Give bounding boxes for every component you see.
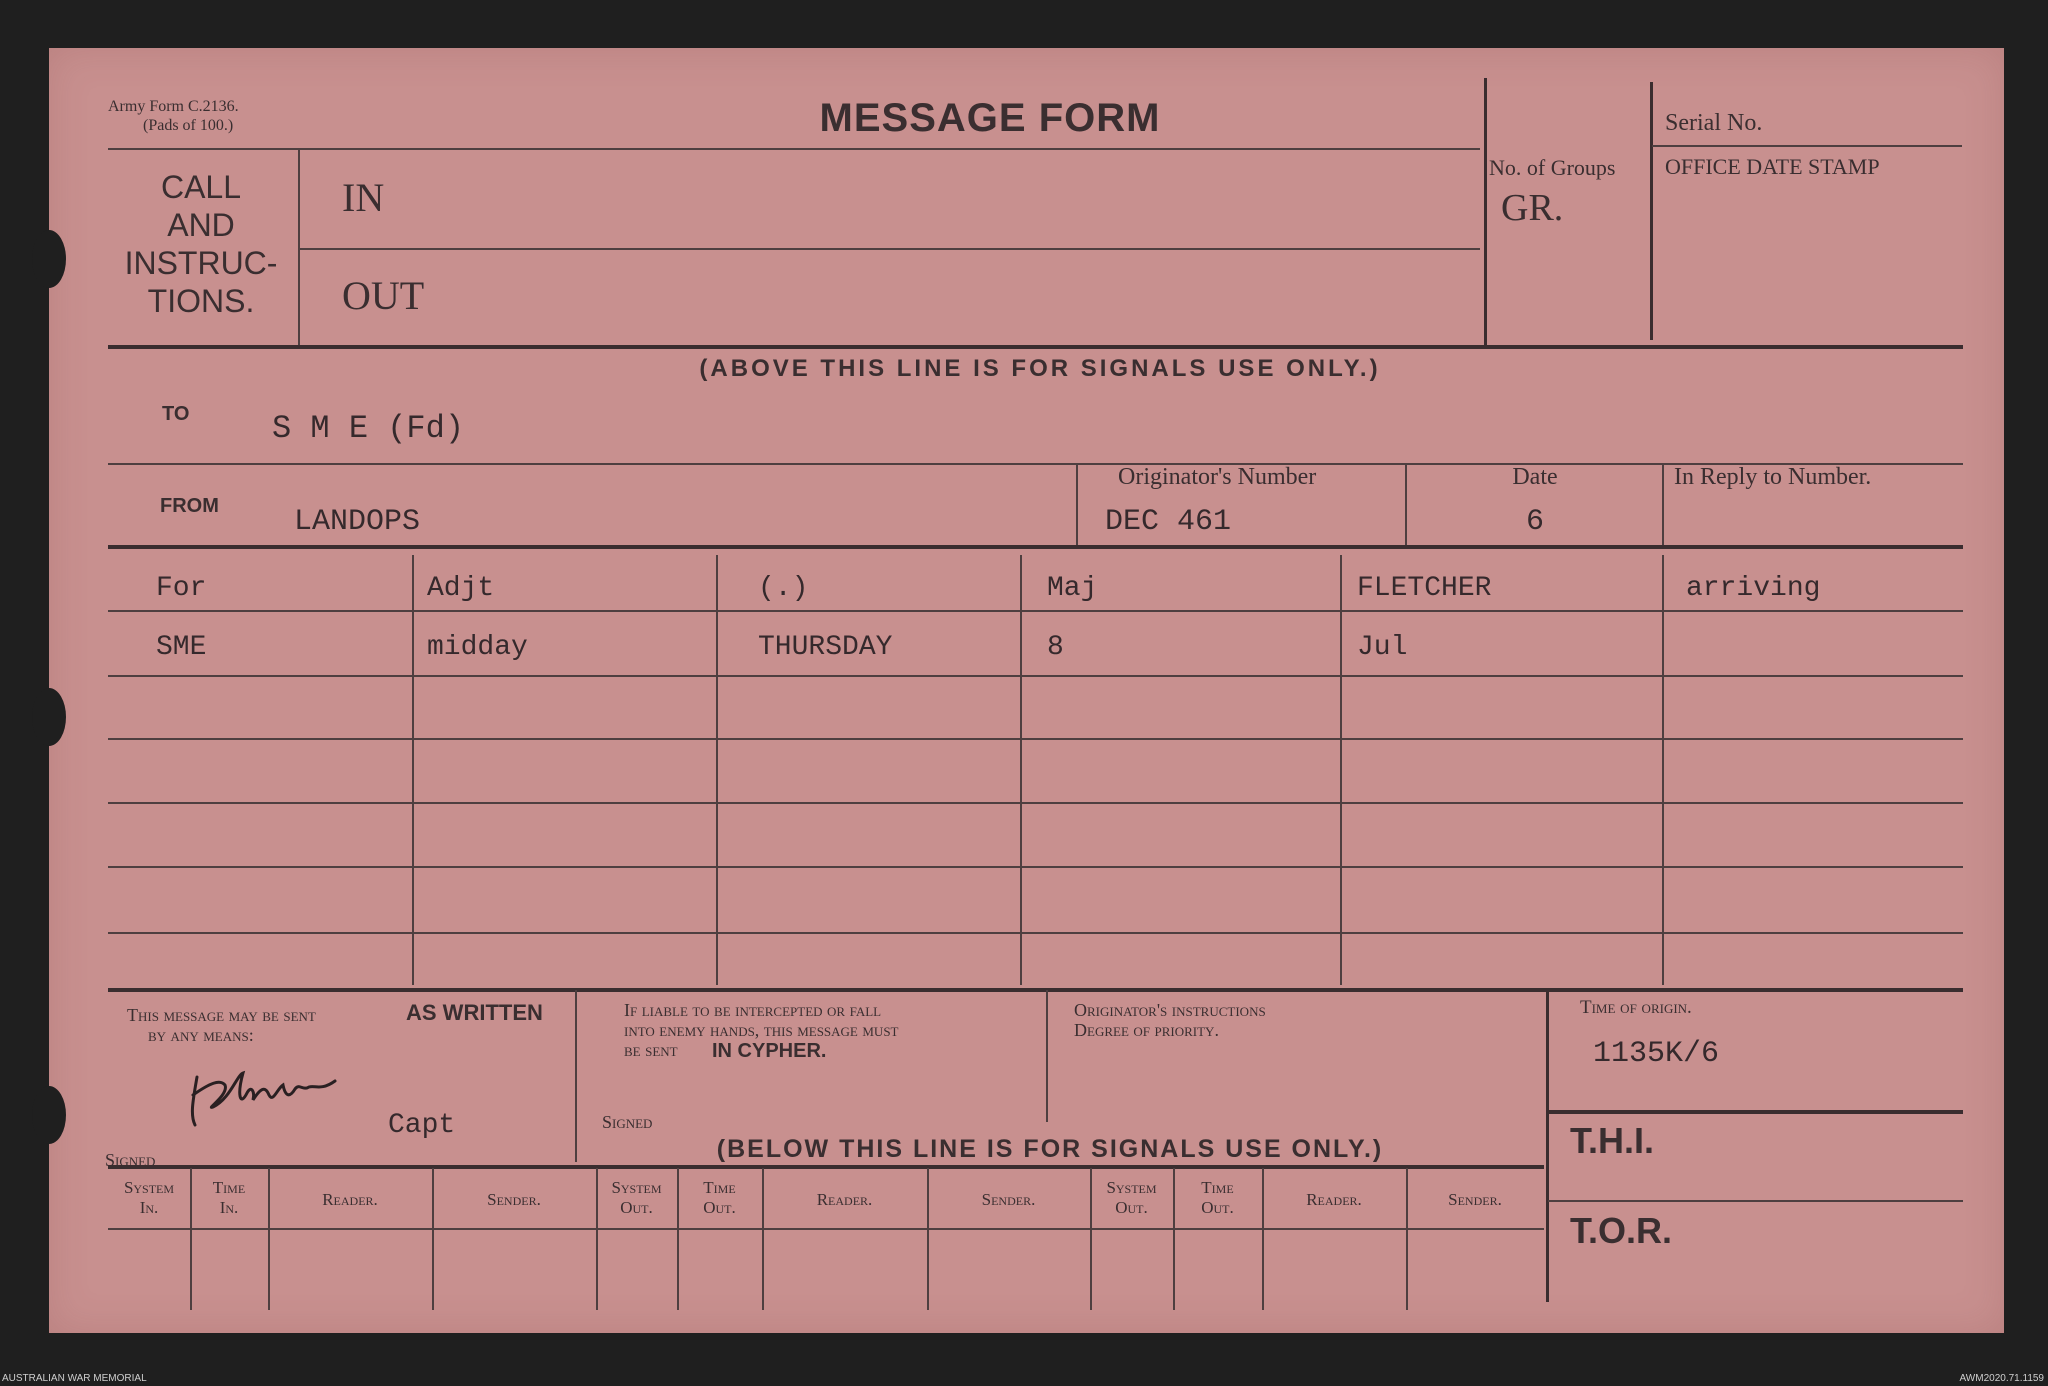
call-label-line: AND <box>167 207 235 243</box>
rule-line <box>108 1165 1544 1169</box>
priority-label: Degree of priority. <box>1074 1020 1219 1040</box>
signals-column-header <box>432 1190 596 1210</box>
signals-column-header-line: In. <box>219 1198 239 1217</box>
signals-column-header-line: Sender. <box>981 1190 1036 1209</box>
rule-line <box>1662 555 1664 985</box>
rule-line <box>1076 463 1078 545</box>
message-word: For <box>156 573 207 604</box>
rule-line <box>1020 555 1022 985</box>
as-written: AS WRITTEN <box>406 1000 543 1025</box>
signals-column-header-line: Time <box>1201 1178 1234 1197</box>
time-of-origin-label: Time of origin. <box>1580 997 1692 1018</box>
rule-line <box>108 988 1963 992</box>
signals-column-header-line: Reader. <box>1306 1190 1362 1209</box>
signals-column-header-line: Time <box>703 1178 736 1197</box>
signals-column-header-line: Time <box>212 1178 246 1197</box>
rule-line <box>108 1228 1544 1230</box>
signals-column-header-line: System <box>611 1178 662 1197</box>
message-word: THURSDAY <box>758 632 893 663</box>
office-date-stamp-label: OFFICE DATE STAMP <box>1665 154 1880 179</box>
signals-column-header <box>762 1190 927 1210</box>
message-word: Jul <box>1357 632 1408 663</box>
signals-column-header-line: Reader. <box>322 1190 378 1209</box>
signals-column-header-line: Out. <box>703 1198 736 1217</box>
message-word: Adjt <box>427 573 495 604</box>
signals-column-header-line: System <box>123 1178 175 1197</box>
originators-number-value: DEC 461 <box>1105 505 1232 539</box>
footer-left: AUSTRALIAN WAR MEMORIAL <box>2 1373 147 1384</box>
form-title: MESSAGE FORM <box>819 96 1161 140</box>
call-label-line: TIONS. <box>147 283 255 319</box>
rule-line <box>108 932 1963 934</box>
date-value: 6 <box>1525 505 1544 539</box>
signals-column-header-line: In. <box>139 1198 159 1217</box>
signals-column-header <box>927 1190 1090 1210</box>
signals-column-header <box>596 1178 677 1218</box>
from-value: LANDOPS <box>294 505 421 539</box>
rule-line <box>1546 992 1549 1302</box>
sent-by-label: by any means: <box>148 1025 254 1045</box>
gr-label: GR. <box>1501 187 1564 229</box>
signals-column-header-line: Out. <box>1201 1198 1234 1217</box>
rule-line <box>108 866 1963 868</box>
rule-line <box>108 148 1480 150</box>
rule-line <box>1548 1200 1963 1202</box>
in-reply-to-label: In Reply to Number. <box>1674 464 1872 490</box>
signature-image <box>185 1055 385 1130</box>
rule-line <box>1340 555 1342 985</box>
rule-line <box>1548 1110 1963 1114</box>
rule-line <box>412 555 414 985</box>
footer-right: AWM2020.71.1159 <box>1959 1373 2044 1384</box>
signals-column-header <box>108 1178 190 1218</box>
signed-label: Signed <box>105 1150 156 1170</box>
rule-line <box>300 248 1480 250</box>
serial-no-label: Serial No. <box>1665 110 1763 136</box>
no-of-groups-label: No. of Groups <box>1489 155 1616 180</box>
signals-column-header <box>1262 1190 1406 1210</box>
rule-line <box>575 990 577 1162</box>
rule-line <box>108 545 1963 549</box>
above-line-notice: (ABOVE THIS LINE IS FOR SIGNALS USE ONLY.) <box>699 355 1381 382</box>
signals-column-header-line: Out. <box>1115 1198 1148 1217</box>
signals-column-header <box>1090 1178 1173 1218</box>
signals-column-header <box>677 1178 762 1218</box>
rule-line <box>108 675 1963 677</box>
thi-label: T.H.I. <box>1570 1120 1655 1161</box>
rule-line <box>1662 463 1664 545</box>
binder-hole <box>32 1086 66 1144</box>
signals-column-header <box>1406 1190 1544 1210</box>
time-of-origin-value: 1135K/6 <box>1593 1037 1720 1071</box>
intercept-note: into enemy hands, this message must <box>624 1020 899 1040</box>
originators-number-label: Originator's Number <box>1118 464 1317 490</box>
out-label: OUT <box>342 273 425 318</box>
signals-column-header <box>268 1190 432 1210</box>
rule-line <box>108 345 1963 349</box>
army-form-number: Army Form C.2136. <box>108 98 239 115</box>
in-cypher: IN CYPHER. <box>712 1040 827 1062</box>
signals-column-header-line: Sender. <box>487 1190 541 1209</box>
from-label: FROM <box>160 495 219 517</box>
in-label: IN <box>342 175 385 220</box>
message-word: 8 <box>1047 632 1064 663</box>
originators-instructions-label: Originator's instructions <box>1074 1000 1266 1020</box>
rule-line <box>108 610 1963 612</box>
message-word: arriving <box>1686 573 1821 604</box>
rule-line <box>1405 463 1407 545</box>
rule-line <box>108 802 1963 804</box>
signals-column-header <box>190 1178 268 1218</box>
message-word: SME <box>156 632 207 663</box>
rule-line <box>1650 82 1653 340</box>
rule-line <box>1652 145 1962 147</box>
pads-note: (Pads of 100.) <box>143 117 234 134</box>
call-instructions-label <box>110 168 292 320</box>
signals-column-header-line: Reader. <box>816 1190 873 1209</box>
signals-column-header-line: System <box>1106 1178 1157 1197</box>
signals-column-header <box>1173 1178 1262 1218</box>
message-word: (.) <box>758 573 809 604</box>
signer-rank: Capt <box>388 1110 456 1141</box>
binder-hole <box>32 688 66 746</box>
signals-column-header-line: Sender. <box>1448 1190 1502 1209</box>
message-word: midday <box>427 632 528 663</box>
binder-hole <box>32 230 66 288</box>
sent-by-label: This message may be sent <box>127 1005 316 1025</box>
tor-label: T.O.R. <box>1570 1210 1673 1251</box>
rule-line <box>716 555 718 985</box>
rule-line <box>108 738 1963 740</box>
intercept-note: If liable to be intercepted or fall <box>624 1000 882 1020</box>
rule-line <box>1046 990 1048 1122</box>
message-word: Maj <box>1047 573 1098 604</box>
intercept-note: be sent <box>624 1040 678 1060</box>
signals-column-header-line: Out. <box>620 1198 653 1217</box>
message-word: FLETCHER <box>1357 573 1492 604</box>
rule-line <box>1484 78 1487 346</box>
call-label-line: INSTRUC- <box>124 245 278 281</box>
date-label: Date <box>1512 464 1558 490</box>
to-value: S M E (Fd) <box>272 410 465 447</box>
signed-label: Signed <box>602 1112 653 1132</box>
below-line-notice: (BELOW THIS LINE IS FOR SIGNALS USE ONLY.) <box>716 1135 1384 1163</box>
to-label: TO <box>162 403 190 425</box>
call-label-line: CALL <box>160 169 242 205</box>
